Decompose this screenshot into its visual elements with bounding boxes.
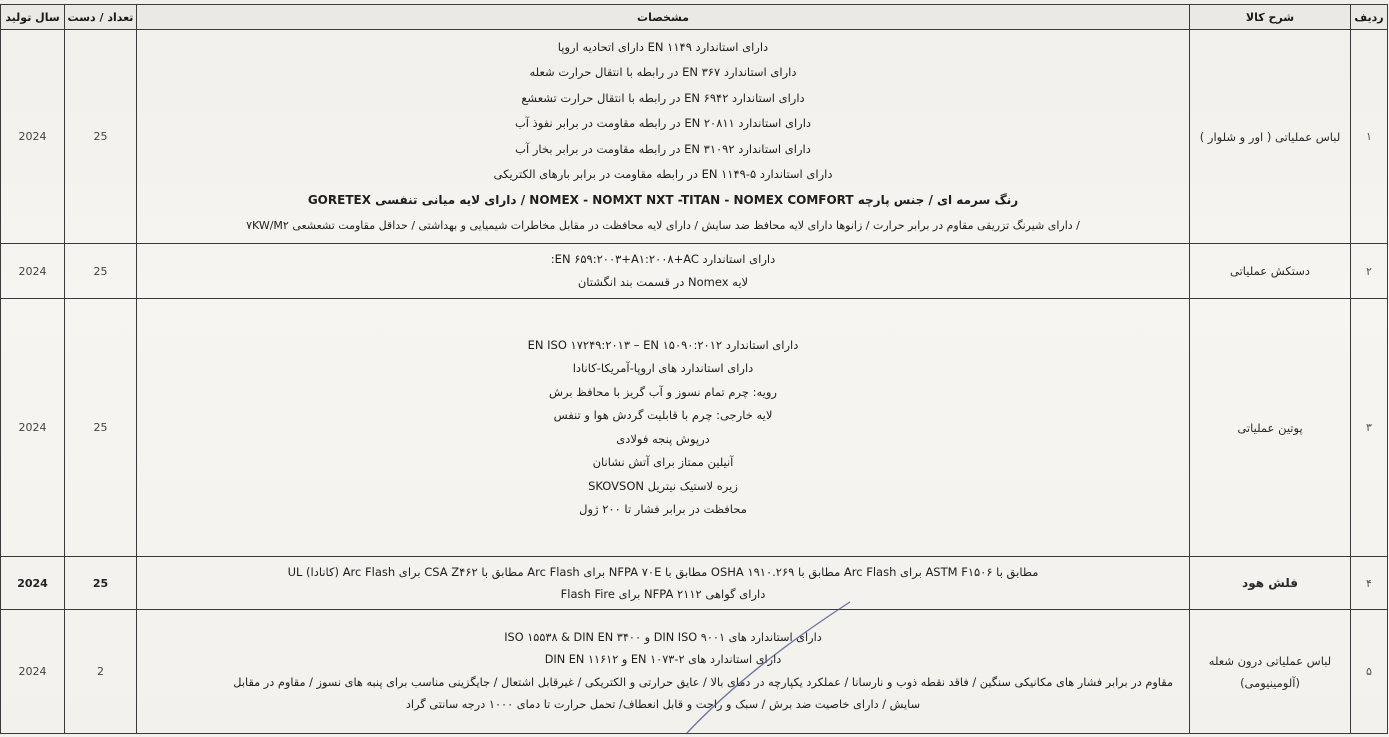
spec-line: زیره لاستیک نیتریل SKOVSON: [588, 478, 738, 493]
spec-line: دارای استاندارد EN ۳۱۰۹۲ در رابطه مقاومت در برابر بخار آب: [515, 141, 811, 156]
item-year: 2024: [1, 30, 65, 244]
row-index: ۴: [1351, 557, 1388, 610]
specification-table: [0, 4, 1388, 734]
header-spec: مشخصات: [137, 5, 1190, 30]
table-row: [1, 299, 1388, 557]
table-row: [1, 244, 1388, 299]
item-spec: [137, 30, 1190, 244]
spec-line: / دارای شیرنگ تزریقی مقاوم در برابر حرارت / زانوها دارای لایه محافظ ضد سایش / دارای لایه محافظت در مقابل مخاطرات شیمیایی و بهداشتی / حداقل مقاومت تشعشعی ۷KW/M۲: [246, 219, 1080, 232]
spec-line: دارای استاندارد های DIN ISO ۹۰۰۱ و ISO ۱۵۵۳۸ & DIN EN ۳۴۰۰: [504, 630, 822, 644]
spec-line: آنیلین ممتاز برای آتش نشانان: [592, 455, 734, 469]
row-index: ۲: [1351, 244, 1388, 299]
item-name: فلش هود: [1190, 557, 1351, 610]
spec-line: دارای استاندارد EN ۶۵۹:۲۰۰۳+A۱:۲۰۰۸+AC:: [550, 252, 776, 266]
row-index: ۳: [1351, 299, 1388, 557]
spec-line: لایه خارجی: چرم با قابلیت گردش هوا و تنفس: [553, 408, 773, 422]
spec-line: درپوش پنجه فولادی: [616, 431, 710, 446]
spec-line: دارای گواهی NFPA ۲۱۱۲ برای Flash Fire: [560, 587, 766, 601]
spec-line: دارای استاندارد EN ۱۱۴۹ دارای اتحادیه اروپا: [557, 39, 769, 54]
item-quantity: 25: [65, 299, 137, 557]
item-name: لباس عملیاتی ( اور و شلوار ): [1190, 30, 1351, 244]
table-row: [1, 610, 1388, 734]
spec-line: دارای استاندارد های EN ۱۰۷۳-۲ و DIN EN ۱۱۶۱۲: [544, 653, 782, 666]
spec-line: دارای استاندارد EN ۱۱۴۹-۵ در رابطه مقاومت در برابر بارهای الکتریکی: [493, 167, 833, 181]
spec-line: لایه Nomex در قسمت بند انگشتان: [577, 275, 749, 289]
item-year: 2024: [1, 610, 65, 734]
table-row: [1, 30, 1388, 244]
spec-line: مطابق با ASTM F۱۵۰۶ برای Arc Flash مطابق با OSHA ۱۹۱۰.۲۶۹ مطابق با NFPA ۷۰E برای Arc Flash مطابق با CSA Z۴۶۲ برای Arc Flash (کانادا) UL: [287, 565, 1039, 579]
item-quantity: 25: [65, 557, 137, 610]
item-year: 2024: [1, 244, 65, 299]
header-name: شرح کالا: [1190, 5, 1351, 30]
item-spec: [137, 299, 1190, 557]
spec-line: دارای استاندارد EN ISO ۱۷۲۴۹:۲۰۱۳ – EN ۱۵۰۹۰:۲۰۱۲: [527, 337, 799, 352]
table-row: [1, 557, 1388, 610]
spec-line: دارای استاندارد EN ۳۶۷ در رابطه با انتقال حرارت شعله: [529, 65, 797, 79]
item-name: پوتین عملیاتی: [1190, 299, 1351, 557]
table-header-row: [1, 5, 1388, 30]
spec-line: رنگ سرمه ای / جنس پارچه NOMEX - NOMXT NXT -TITAN - NOMEX COMFORT / دارای لایه میانی تنفسی GORETEX: [307, 192, 1019, 207]
item-spec: [137, 610, 1190, 734]
spec-line: دارای استاندارد EN ۶۹۴۲ در رابطه با انتقال حرارت تشعشع: [521, 90, 805, 105]
item-spec: [137, 557, 1190, 610]
spec-line: رویه: چرم تمام نسوز و آب گریز با محافظ برش: [549, 384, 777, 399]
spec-line: دارای استاندارد EN ۲۰۸۱۱ در رابطه مقاومت در برابر نفوذ آب: [514, 116, 812, 130]
header-qty: تعداد / دست: [65, 5, 137, 30]
row-index: ۱: [1351, 30, 1388, 244]
item-quantity: 2: [65, 610, 137, 734]
item-year: 2024: [1, 299, 65, 557]
row-index: ۵: [1351, 610, 1388, 734]
header-idx: ردیف: [1351, 5, 1388, 30]
spec-line: سایش / دارای خاصیت ضد برش / سبک و راحت و قابل انعطاف/ تحمل حرارت تا دمای ۱۰۰۰ درجه سانتی گراد: [405, 698, 921, 711]
item-spec: [137, 244, 1190, 299]
spec-line: مقاوم در برابر فشار های مکانیکی سنگین / فاقد نقطه ذوب و نارسانا / عملکرد یکپارچه در دمای بالا / عایق حرارتی و الکتریکی / غیرقابل اشتعال / جایگزینی مناسب برای پنبه های نسوز / مقاوم در مقابل: [233, 675, 1173, 689]
item-year: 2024: [1, 557, 65, 610]
spec-line: دارای استاندارد های اروپا-آمریکا-کانادا: [572, 361, 754, 375]
item-name: لباس عملیاتی درون شعله (آلومینیومی): [1190, 610, 1351, 734]
spec-line: محافظت در برابر فشار تا ۲۰۰ ژول: [579, 502, 747, 516]
item-quantity: 25: [65, 244, 137, 299]
header-year: سال تولید: [1, 5, 65, 30]
item-quantity: 25: [65, 30, 137, 244]
item-name: دستکش عملیاتی: [1190, 244, 1351, 299]
